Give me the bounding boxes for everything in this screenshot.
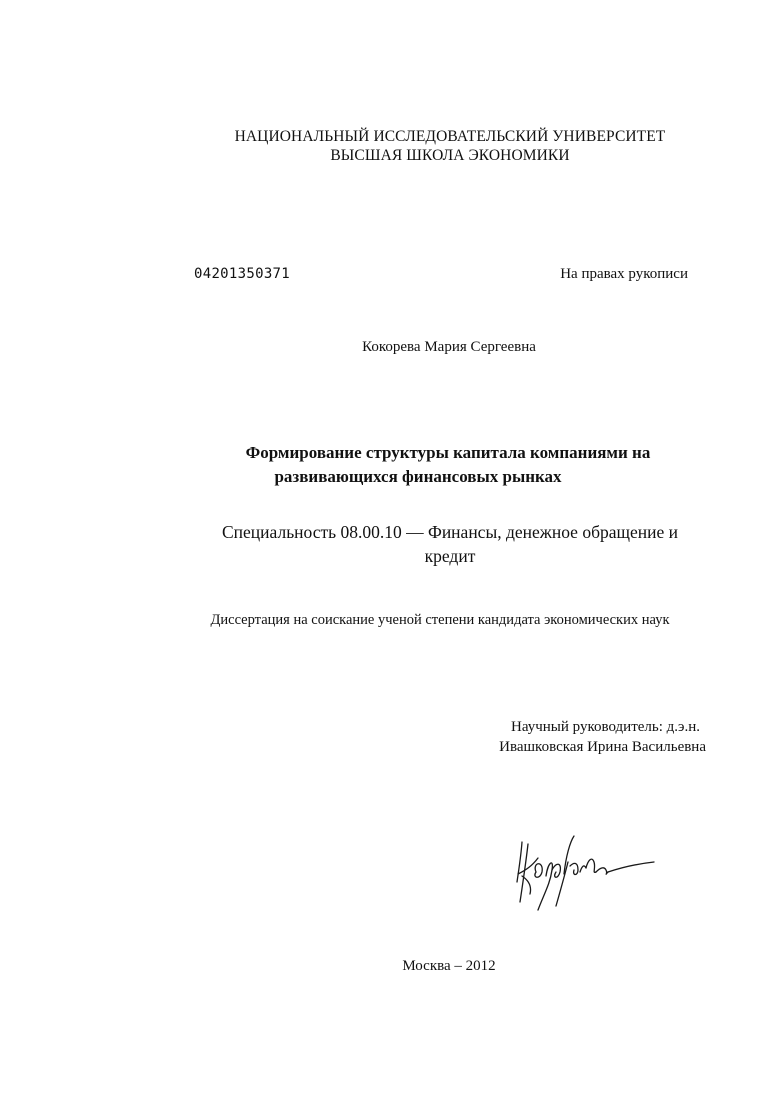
dissertation-note: Диссертация на соискание ученой степени кандидата экономических наук bbox=[210, 612, 670, 628]
document-number: 04201350371 bbox=[194, 266, 291, 282]
dissertation-title bbox=[180, 441, 716, 489]
city-year: Москва – 2012 bbox=[402, 958, 496, 974]
university-header bbox=[160, 127, 740, 165]
title-line2: развивающихся финансовых рынках bbox=[274, 467, 562, 486]
rights-notice: На правах рукописи bbox=[560, 266, 688, 282]
author-name: Кокорева Мария Сергеевна bbox=[362, 339, 536, 355]
supervisor-block bbox=[499, 717, 706, 757]
signature-icon bbox=[508, 832, 658, 914]
title-line1: Формирование структуры капитала компаниями на bbox=[245, 443, 651, 462]
university-name-line2: ВЫСШАЯ ШКОЛА ЭКОНОМИКИ bbox=[330, 147, 570, 164]
supervisor-label: Научный руководитель: д.э.н. bbox=[511, 719, 700, 735]
specialty-line2: кредит bbox=[424, 546, 476, 566]
university-name-line1: НАЦИОНАЛЬНЫЙ ИССЛЕДОВАТЕЛЬСКИЙ УНИВЕРСИТЕТ bbox=[234, 128, 666, 145]
specialty bbox=[180, 520, 720, 568]
specialty-line1: Специальность 08.00.10 — Финансы, денежное обращение и bbox=[222, 522, 678, 542]
supervisor-name: Ивашковская Ирина Васильевна bbox=[499, 739, 706, 755]
